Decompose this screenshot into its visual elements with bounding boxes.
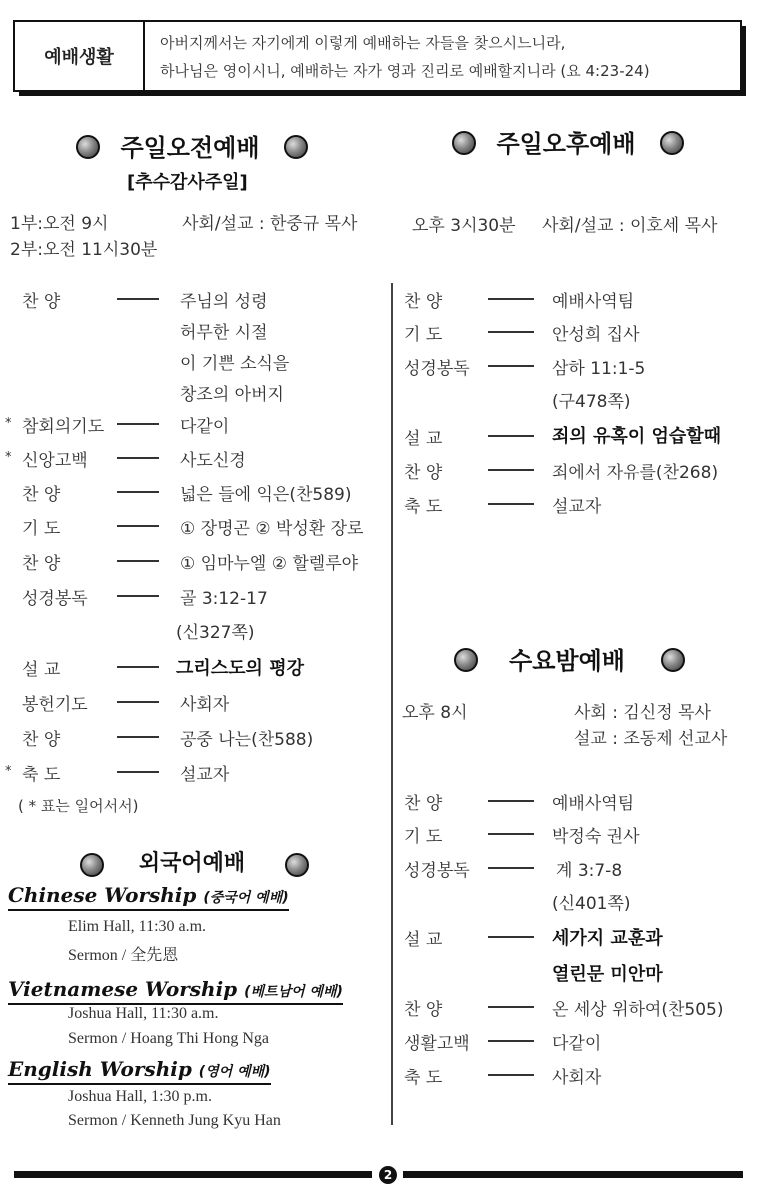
- dash: [117, 595, 159, 597]
- dash: [488, 936, 534, 938]
- afternoon-item-value: 삼하 11:1-5: [552, 359, 646, 379]
- dash: [117, 457, 159, 459]
- service-title-en: English Worship: [8, 1057, 192, 1081]
- wednesday-item-value: 온 세상 위하여(찬505): [552, 1000, 724, 1020]
- afternoon-item-label: 찬 양: [404, 463, 443, 483]
- english-worship-place: Joshua Hall, 1:30 p.m.: [68, 1088, 212, 1105]
- service-title-ko: (중국어 예배): [203, 890, 289, 906]
- afternoon-item-value: 예배사역팀: [552, 292, 635, 312]
- verse-line-2: 하나님은 영이시니, 예배하는 자가 영과 진리로 예배할지니라 (요 4:23-24): [160, 62, 650, 80]
- bullet-icon: [284, 135, 308, 159]
- afternoon-time: 오후 3시30분: [412, 216, 516, 236]
- wednesday-preacher: 설교 : 조동제 선교사: [574, 729, 728, 749]
- afternoon-item-value: 죄에서 자유를(찬268): [552, 463, 719, 483]
- morning-leader: 사회/설교 : 한중규 목사: [182, 214, 358, 234]
- wednesday-item-value: 예배사역팀: [552, 794, 635, 814]
- standing-mark: *: [5, 764, 12, 779]
- column-divider: [391, 283, 393, 1125]
- wednesday-leader: 사회 : 김신정 목사: [574, 703, 711, 723]
- wednesday-item-label: 생활고백: [404, 1034, 470, 1054]
- bullet-icon: [80, 853, 104, 877]
- afternoon-item-label: 성경봉독: [404, 359, 470, 379]
- header-label: 예배생활: [15, 22, 145, 90]
- header-inner: [13, 20, 742, 92]
- dash: [488, 1006, 534, 1008]
- afternoon-item-value: (구478쪽): [552, 392, 631, 412]
- morning-item-value: 공중 나는(찬588): [180, 730, 314, 750]
- wednesday-item-value: 박정숙 권사: [552, 827, 640, 847]
- morning-item-value: (신327쪽): [176, 623, 255, 643]
- wednesday-item-value: 사회자: [552, 1068, 602, 1088]
- morning-item-value: 허무한 시절: [180, 323, 268, 343]
- wednesday-item-label: 기 도: [404, 827, 443, 847]
- page-number: 2: [379, 1166, 397, 1184]
- wednesday-item-value: 다같이: [552, 1034, 602, 1054]
- afternoon-item-label: 기 도: [404, 325, 443, 345]
- wednesday-item-label: 찬 양: [404, 794, 443, 814]
- dash: [117, 666, 159, 668]
- dash: [488, 1040, 534, 1042]
- morning-item-label: 찬 양: [22, 485, 61, 505]
- dash: [488, 503, 534, 505]
- morning-item-label: 축 도: [22, 765, 61, 785]
- bullet-icon: [660, 131, 684, 155]
- morning-item-value: ① 임마누엘 ② 할렐루야: [180, 554, 359, 574]
- chinese-worship-sermon: Sermon / 全先恩: [68, 947, 179, 964]
- morning-item-label: 설 교: [22, 660, 61, 680]
- vietnamese-worship-sermon: Sermon / Hoang Thi Hong Nga: [68, 1030, 270, 1047]
- wednesday-item-value: 계 3:7-8: [556, 861, 623, 881]
- dash: [488, 331, 534, 333]
- dash: [117, 771, 159, 773]
- bullet-icon: [661, 648, 685, 672]
- dash: [488, 867, 534, 869]
- dash: [488, 833, 534, 835]
- morning-item-value: ① 장명곤 ② 박성환 장로: [180, 519, 364, 539]
- service-title-ko: (베트남어 예배): [244, 984, 343, 1000]
- vietnamese-worship-place: Joshua Hall, 11:30 a.m.: [68, 1005, 219, 1022]
- morning-item-label: 성경봉독: [22, 589, 88, 609]
- afternoon-item-value: 안성희 집사: [552, 325, 640, 345]
- dash: [488, 800, 534, 802]
- wednesday-item-label: 축 도: [404, 1068, 443, 1088]
- afternoon-item-label: 찬 양: [404, 292, 443, 312]
- morning-item-label: 참회의기도: [22, 417, 105, 437]
- chinese-worship-place: Elim Hall, 11:30 a.m.: [68, 918, 207, 935]
- dash: [117, 423, 159, 425]
- sunday-morning-title: 주일오전예배: [120, 134, 260, 162]
- wednesday-item-value: (신401쪽): [552, 894, 631, 914]
- morning-item-label: 찬 양: [22, 554, 61, 574]
- bullet-icon: [454, 648, 478, 672]
- morning-time-2: 2부:오전 11시30분: [10, 240, 158, 260]
- standing-mark: *: [5, 450, 12, 465]
- morning-item-label: 찬 양: [22, 730, 61, 750]
- wednesday-time: 오후 8시: [402, 703, 468, 723]
- dash: [488, 435, 534, 437]
- morning-item-value: 창조의 아버지: [180, 385, 284, 405]
- sunday-morning-subtitle: [추수감사주일]: [127, 172, 248, 193]
- morning-item-value: 사회자: [180, 695, 230, 715]
- dash: [117, 560, 159, 562]
- vietnamese-worship-title: [8, 978, 343, 1005]
- wednesday-item-label: 찬 양: [404, 1000, 443, 1020]
- morning-item-value: 다같이: [180, 417, 230, 437]
- morning-item-value: 넓은 들에 익은(찬589): [180, 485, 352, 505]
- english-worship-sermon: Sermon / Kenneth Jung Kyu Han: [68, 1112, 281, 1129]
- afternoon-leader: 사회/설교 : 이호세 목사: [542, 216, 718, 236]
- morning-item-value: 설교자: [180, 765, 230, 785]
- morning-sermon-title: 그리스도의 평강: [176, 658, 304, 679]
- morning-item-value: 주님의 성령: [180, 292, 268, 312]
- service-title-en: Chinese Worship: [8, 883, 197, 907]
- bullet-icon: [452, 131, 476, 155]
- bullet-icon: [76, 135, 100, 159]
- morning-time-1: 1부:오전 9시: [10, 214, 109, 234]
- afternoon-item-label: 설 교: [404, 429, 443, 449]
- wednesday-title: 수요밤예배: [509, 647, 625, 675]
- wednesday-sermon-title: 세가지 교훈과: [552, 928, 663, 949]
- dash: [117, 525, 159, 527]
- standing-mark: *: [5, 416, 12, 431]
- dash: [488, 1074, 534, 1076]
- bullet-icon: [285, 853, 309, 877]
- chinese-worship-title: [8, 884, 289, 911]
- dash: [488, 298, 534, 300]
- afternoon-item-label: 축 도: [404, 497, 443, 517]
- english-worship-title: [8, 1058, 271, 1085]
- afternoon-sermon-title: 죄의 유혹이 엄습할때: [552, 426, 722, 447]
- header-box: [13, 20, 748, 98]
- dash: [488, 469, 534, 471]
- morning-item-value: 이 기쁜 소식을: [180, 354, 290, 374]
- morning-item-value: 골 3:12-17: [180, 589, 268, 609]
- morning-item-label: 찬 양: [22, 292, 61, 312]
- dash: [488, 365, 534, 367]
- sunday-afternoon-title: 주일오후예배: [496, 130, 636, 158]
- afternoon-item-value: 설교자: [552, 497, 602, 517]
- dash: [117, 491, 159, 493]
- wednesday-sermon-title-2: 열린문 미안마: [552, 964, 663, 985]
- footer-bar-right: [403, 1171, 743, 1178]
- morning-item-label: 기 도: [22, 519, 61, 539]
- dash: [117, 298, 159, 300]
- dash: [117, 701, 159, 703]
- wednesday-item-label: 설 교: [404, 930, 443, 950]
- dash: [117, 736, 159, 738]
- morning-item-value: 사도신경: [180, 451, 246, 471]
- service-title-en: Vietnamese Worship: [8, 977, 238, 1001]
- morning-item-label: 봉헌기도: [22, 695, 88, 715]
- standing-note: ( * 표는 일어서서): [18, 797, 139, 815]
- foreign-title: 외국어예배: [138, 851, 246, 876]
- morning-item-label: 신앙고백: [22, 451, 88, 471]
- wednesday-item-label: 성경봉독: [404, 861, 470, 881]
- verse-line-1: 아버지께서는 자기에게 이렇게 예배하는 자들을 찾으시느니라,: [160, 34, 566, 52]
- service-title-ko: (영어 예배): [198, 1064, 271, 1080]
- footer-bar-left: [14, 1171, 372, 1178]
